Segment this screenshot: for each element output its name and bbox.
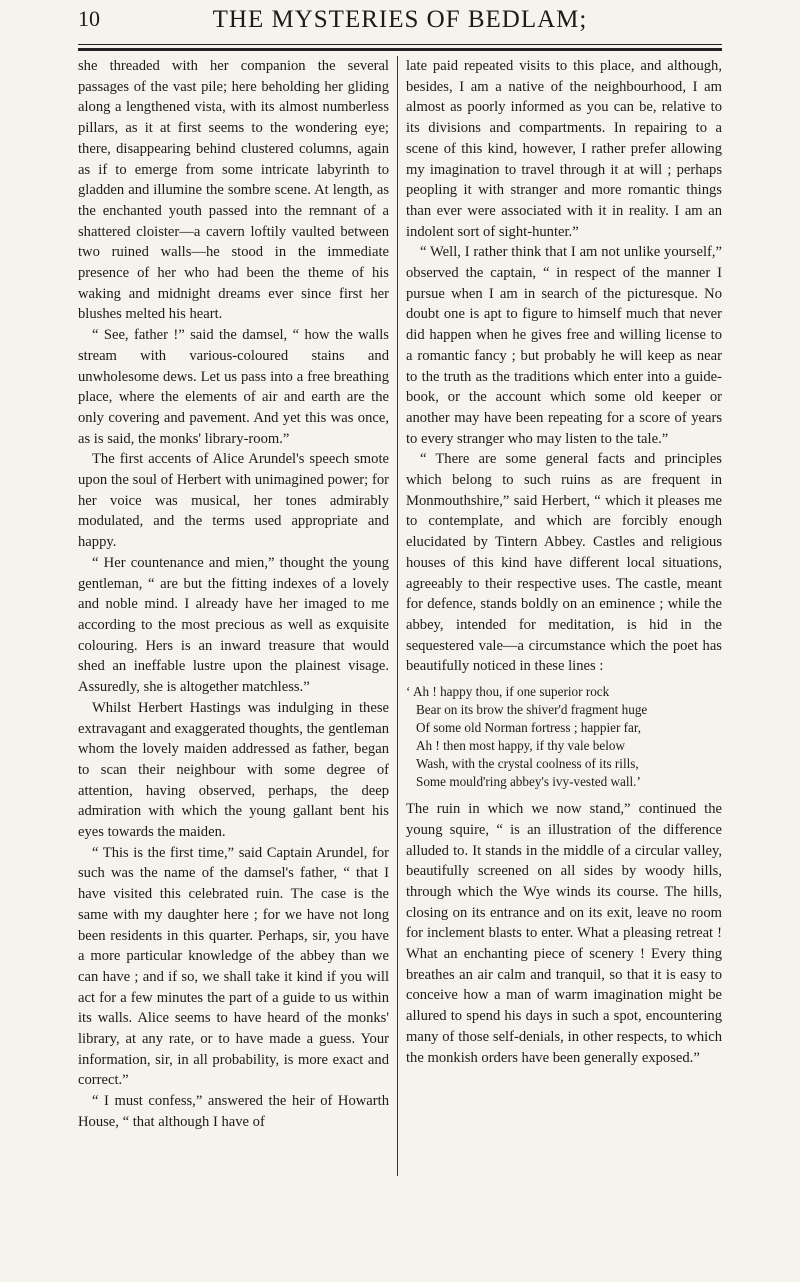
right-column [406, 56, 722, 1176]
paragraph: “ I must confess,” answered the heir of Howarth House, “ that although I have of [78, 1093, 389, 1130]
paragraph: Whilst Herbert Hastings was indulging in these extravagant and exaggerated thoughts, the gentleman whom the lovely maiden addressed as father, began to scan their neighbour with some degree of attention, having observed, perhaps, the deep admiration with which the young gallant bent his eyes towards the maiden. [78, 699, 389, 841]
quoted-poem [406, 683, 722, 791]
paragraph: she threaded with her companion the several passages of the vast pile; here beholding her gliding along a lengthened vista, with its almost numberless pillars, as it at first seems to the wondering eye; there, disappearing behind clustered columns, again as if to emerge from some intricate labyrinth to gladden and illumine the sombre scene. At length, as the enchanted youth passed into the remnant of a shattered cloister—a cavern loftily vaulted between two ruined walls—he stood in the immediate presence of her who had been the theme of his waking and midnight dreams ever since first her blushes melted his heart. [78, 58, 389, 323]
page-number: 10 [78, 6, 100, 31]
poem-line: Wash, with the crystal coolness of its rills, [416, 756, 639, 772]
poem-line: Ah ! then most happy, if thy vale below [416, 738, 626, 754]
running-head: THE MYSTERIES OF BEDLAM; [212, 6, 588, 33]
poem-line: Bear on its brow the shiver'd fragment huge [416, 702, 648, 718]
paragraph: The ruin in which we now stand,” continued the young squire, “ is an illustration of the difference alluded to. It stands in the middle of a circular valley, beautifully screened on all sides by woody hills, through which the Wye winds its course. The hills, closing on its entrance and on its exit, leave no room for inclement blasts to enter. What a pleasing retreat ! What an enchanting piece of scenery ! Every thing breathes an air calm and tranquil, so that it is easy to conceive how a man of warm imagination might be allured to spend his days in such a spot, encountering many of those self-denials, in other respects, to which the monkish orders have been generally exposed.” [406, 801, 722, 1066]
paragraph: late paid repeated visits to this place, and although, besides, I am a native of the neighbourhood, I am almost as poorly informed as you can be, relative to its divisions and compartments. In repairing to a scene of this kind, however, I rather prefer allowing my imagination to travel through it at will ; perhaps peopling it with stranger and more romantic things than ever were associated with it in reality. I am an indolent sort of sight-hunter.” [406, 58, 722, 240]
paragraph: “ This is the first time,” said Captain Arundel, for such was the name of the damsel's father, “ that I have visited this celebrated ruin. The case is the same with my daughter here ; for we have not long been residents in this quarter. Perhaps, sir, you have a more particular knowledge of the abbey than we can have ; and if so, we shall take it kind if you will act for a few minutes the part of a guide to us within its walls. Alice seems to have heard of the monks' library, at any rate, or to have made a guess. Your information, sir, in all probability, is more exact and correct.” [78, 844, 389, 1089]
paragraph: The first accents of Alice Arundel's speech smote upon the soul of Herbert with unimagined power; for her voice was musical, her tones admirably modulated, and the terms used appropriate and happy. [78, 451, 389, 551]
paragraph: “ Her countenance and mien,” thought the young gentleman, “ are but the fitting indexes of a lovely and noble mind. I already have her imaged to me according to the most precious as well as exquisite colouring. Hers is an inward treasure that would shed an ineffable lustre upon the plainest visage. Assuredly, she is altogether matchless.” [78, 554, 389, 696]
paragraph: “ There are some general facts and principles which belong to such ruins as are frequent in Monmouthshire,” said Herbert, “ which it pleases me to contemplate, and which are forcibly enough elucidated by Tintern Abbey. Castles and religious houses of this kind have different local situations, agreeably to their respective uses. The castle, meant for defence, stands boldly on an eminence ; while the abbey, intended for meditation, is hid in the sequestered vale—a circumstance which the poet has beautifully noticed in these lines : [406, 451, 722, 675]
header-rule-thin [78, 44, 722, 45]
paragraph: “ Well, I rather think that I am not unlike yourself,” observed the captain, “ in respect of the manner I pursue when I am in search of the picturesque. No doubt one is apt to figure to himself much that never did happen when he gives free and willing license to a romantic fancy ; but probably he will keep as near to the truth as the traditions which enter into a guide-book, or the account which some old keeper or another may have been repeating for a score of years to every stranger who may listen to the tale.” [406, 244, 722, 447]
poem-line: Of some old Norman fortress ; happier far, [416, 720, 642, 736]
paragraph: “ See, father !” said the damsel, “ how the walls stream with various-coloured stains and unwholesome dews. Let us pass into a free breathing place, where the elements of air and earth are the only covering and pavement. And yet this was once, as is said, the monks' library-room.” [78, 327, 389, 447]
poem-line: ‘ Ah ! happy thou, if one superior rock [406, 684, 610, 700]
header-rule-thick [78, 48, 722, 51]
column-divider [397, 56, 398, 1176]
poem-line: Some mould'ring abbey's ivy-vested wall.’ [416, 774, 641, 790]
left-column [78, 56, 389, 1176]
